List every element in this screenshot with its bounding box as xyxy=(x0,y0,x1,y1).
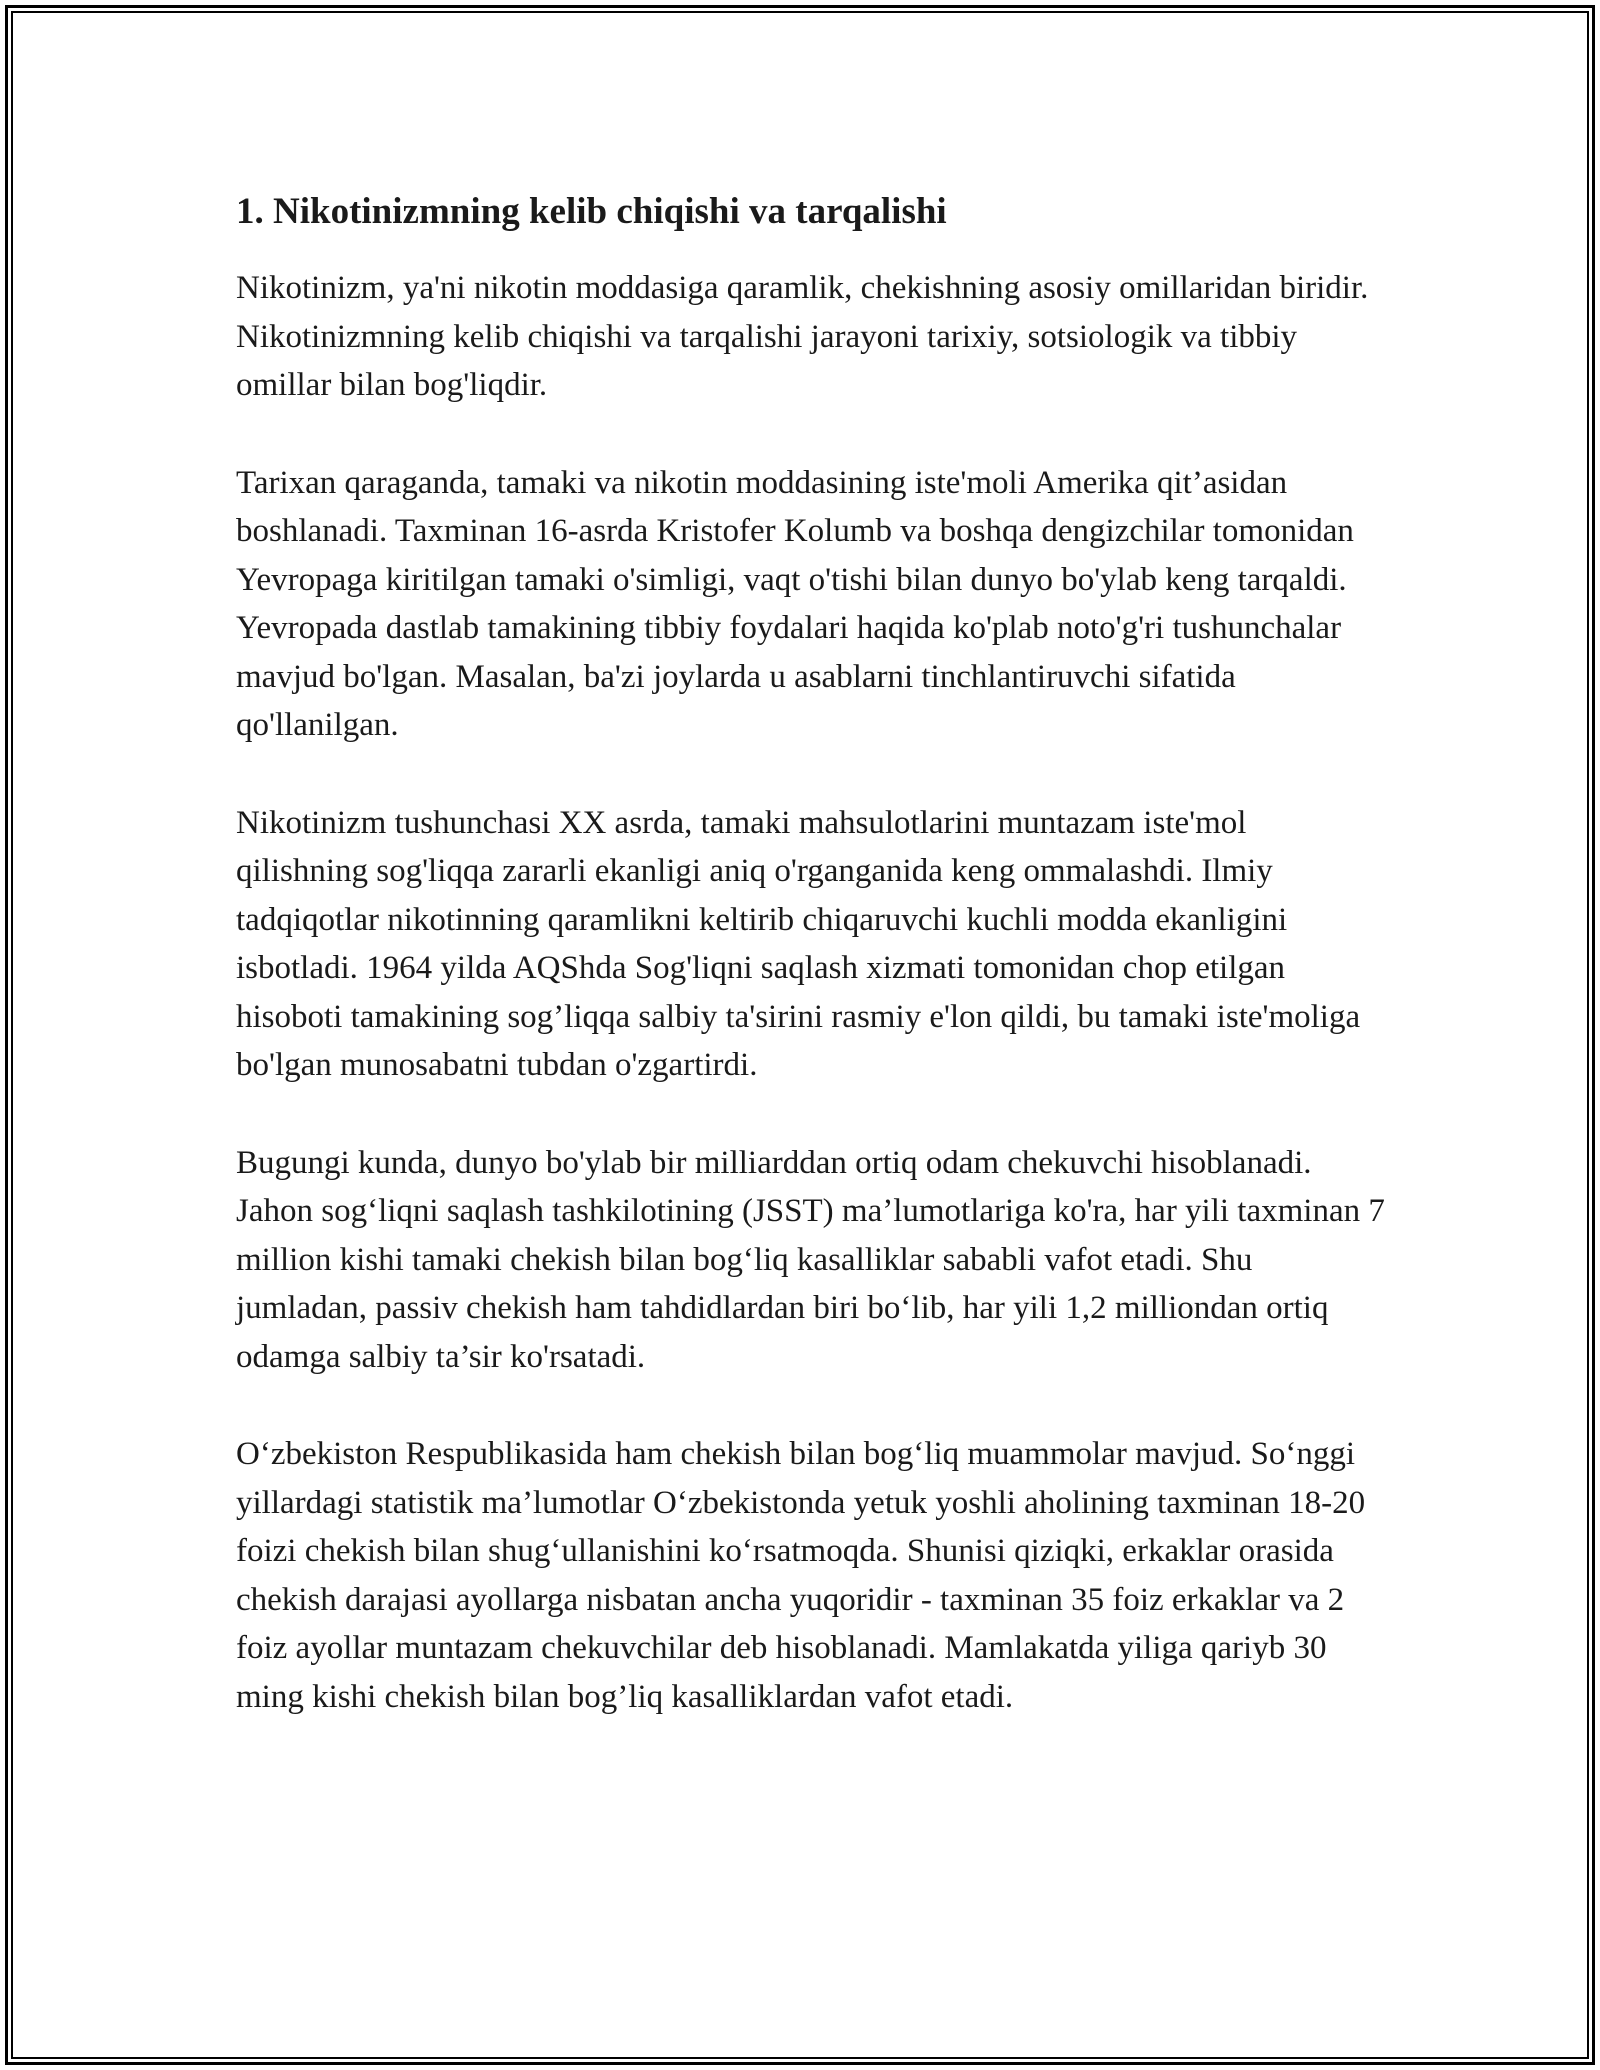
section-heading: 1. Nikotinizmning kelib chiqishi va tarqalishi xyxy=(236,191,947,232)
paragraph-global-statistics: Bugungi kunda, dunyo bo'ylab bir milliarddan ortiq odam chekuvchi hisoblanadi. Jahon sog‘liqni saqlash tashkilotining (JSST) ma’lumotlariga ko'ra, har yili taxminan 7 million kishi tamaki chekish bilan bog‘liq kasalliklar sababli vafot etadi. Shu jumladan, passiv chekish ham tahdidlardan biri bo‘lib, har yili 1,2 milliondan ortiq odamga salbiy ta’sir ko'rsatadi. xyxy=(236,1144,1385,1375)
paragraph-uzbekistan: O‘zbekiston Respublikasida ham chekish bilan bog‘liq muammolar mavjud. So‘nggi yillardagi statistik ma’lumotlar O‘zbekistonda yetuk yoshli aholining taxminan 18-20 foizi chekish bilan shug‘ullanishini ko‘rsatmoqda. Shunisi qiziqki, erkaklar orasida chekish darajasi ayollarga nisbatan ancha yuqoridir - taxminan 35 foiz erkaklar va 2 foiz ayollar muntazam chekuvchilar deb hisoblanadi. Mamlakatda yiliga qariyb 30 ming kishi chekish bilan bog’liq kasalliklardan vafot etadi. xyxy=(236,1436,1366,1715)
document-body xyxy=(236,186,1386,1770)
paragraph-intro: Nikotinizm, ya'ni nikotin moddasiga qaramlik, chekishning asosiy omillaridan biridir. Nikotinizmning kelib chiqishi va tarqalishi jarayoni tarixiy, sotsiologik va tibbiy omillar bilan bog'liqdir. xyxy=(236,270,1369,403)
paragraph-history: Tarixan qaraganda, tamaki va nikotin moddasining iste'moli Amerika qit’asidan boshlanadi. Taxminan 16-asrda Kristofer Kolumb va boshqa dengizchilar tomonidan Yevropaga kiritilgan tamaki o'simligi, vaqt o'tishi bilan dunyo bo'ylab keng tarqaldi. Yevropada dastlab tamakining tibbiy foydalari haqida ko'plab noto'g'ri tushunchalar mavjud bo'lgan. Masalan, ba'zi joylarda u asablarni tinchlantiruvchi sifatida qo'llanilgan. xyxy=(236,464,1354,743)
paragraph-twentieth-century: Nikotinizm tushunchasi XX asrda, tamaki mahsulotlarini muntazam iste'mol qilishning sog'liqqa zararli ekanligi aniq o'rganganida keng ommalashdi. Ilmiy tadqiqotlar nikotinning qaramlikni keltirib chiqaruvchi kuchli modda ekanligini isbotladi. 1964 yilda AQShda Sog'liqni saqlash xizmati tomonidan chop etilgan hisoboti tamakining sog’liqqa salbiy ta'sirini rasmiy e'lon qildi, bu tamaki iste'moliga bo'lgan munosabatni tubdan o'zgartirdi. xyxy=(236,804,1361,1083)
